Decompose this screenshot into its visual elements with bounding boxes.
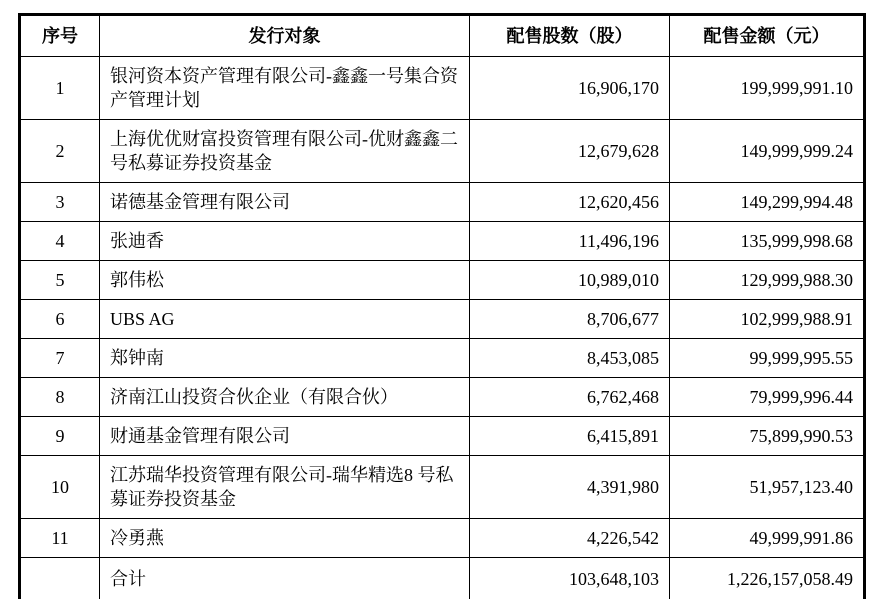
row-amount: 149,999,999.24 — [670, 120, 865, 183]
row-issuee-name: 冷勇燕 — [100, 519, 470, 558]
row-issuee-name: 银河资本资产管理有限公司-鑫鑫一号集合资产管理计划 — [100, 57, 470, 120]
table-row — [20, 378, 865, 417]
table-row — [20, 222, 865, 261]
row-shares: 12,620,456 — [470, 183, 670, 222]
row-serial: 6 — [20, 300, 100, 339]
row-amount: 75,899,990.53 — [670, 417, 865, 456]
total-amount: 1,226,157,058.49 — [670, 558, 865, 599]
table-row — [20, 339, 865, 378]
table-row — [20, 300, 865, 339]
row-issuee-name: 诺德基金管理有限公司 — [100, 183, 470, 222]
table-row — [20, 120, 865, 183]
row-shares: 6,415,891 — [470, 417, 670, 456]
row-shares: 4,226,542 — [470, 519, 670, 558]
row-issuee-name: 郑钟南 — [100, 339, 470, 378]
total-serial-cell — [20, 558, 100, 599]
row-issuee-name: 上海优优财富投资管理有限公司-优财鑫鑫二号私募证券投资基金 — [100, 120, 470, 183]
row-serial: 5 — [20, 261, 100, 300]
row-amount: 99,999,995.55 — [670, 339, 865, 378]
col-header-serial: 序号 — [20, 15, 100, 57]
row-serial: 2 — [20, 120, 100, 183]
row-amount: 49,999,991.86 — [670, 519, 865, 558]
header-row — [20, 15, 865, 57]
row-issuee-name: UBS AG — [100, 300, 470, 339]
row-serial: 4 — [20, 222, 100, 261]
row-serial: 9 — [20, 417, 100, 456]
row-serial: 7 — [20, 339, 100, 378]
total-row — [20, 558, 865, 599]
table-row — [20, 417, 865, 456]
row-amount: 149,299,994.48 — [670, 183, 865, 222]
row-serial: 3 — [20, 183, 100, 222]
table-row — [20, 183, 865, 222]
row-serial: 10 — [20, 456, 100, 519]
row-shares: 6,762,468 — [470, 378, 670, 417]
row-amount: 51,957,123.40 — [670, 456, 865, 519]
row-shares: 8,453,085 — [470, 339, 670, 378]
col-header-amount: 配售金额（元） — [670, 15, 865, 57]
row-shares: 8,706,677 — [470, 300, 670, 339]
row-shares: 11,496,196 — [470, 222, 670, 261]
col-header-issuee: 发行对象 — [100, 15, 470, 57]
row-shares: 10,989,010 — [470, 261, 670, 300]
row-issuee-name: 财通基金管理有限公司 — [100, 417, 470, 456]
row-shares: 4,391,980 — [470, 456, 670, 519]
table-row — [20, 57, 865, 120]
placement-allocation-table — [18, 13, 866, 599]
row-issuee-name: 济南江山投资合伙企业（有限合伙） — [100, 378, 470, 417]
total-label: 合计 — [100, 558, 470, 599]
table-row — [20, 519, 865, 558]
row-serial: 11 — [20, 519, 100, 558]
row-amount: 199,999,991.10 — [670, 57, 865, 120]
col-header-shares: 配售股数（股） — [470, 15, 670, 57]
row-amount: 129,999,988.30 — [670, 261, 865, 300]
row-shares: 16,906,170 — [470, 57, 670, 120]
row-amount: 102,999,988.91 — [670, 300, 865, 339]
row-shares: 12,679,628 — [470, 120, 670, 183]
row-amount: 79,999,996.44 — [670, 378, 865, 417]
row-issuee-name: 江苏瑞华投资管理有限公司-瑞华精选8 号私募证券投资基金 — [100, 456, 470, 519]
table-row — [20, 456, 865, 519]
table-row — [20, 261, 865, 300]
row-amount: 135,999,998.68 — [670, 222, 865, 261]
row-issuee-name: 郭伟松 — [100, 261, 470, 300]
row-serial: 8 — [20, 378, 100, 417]
row-issuee-name: 张迪香 — [100, 222, 470, 261]
total-shares: 103,648,103 — [470, 558, 670, 599]
row-serial: 1 — [20, 57, 100, 120]
